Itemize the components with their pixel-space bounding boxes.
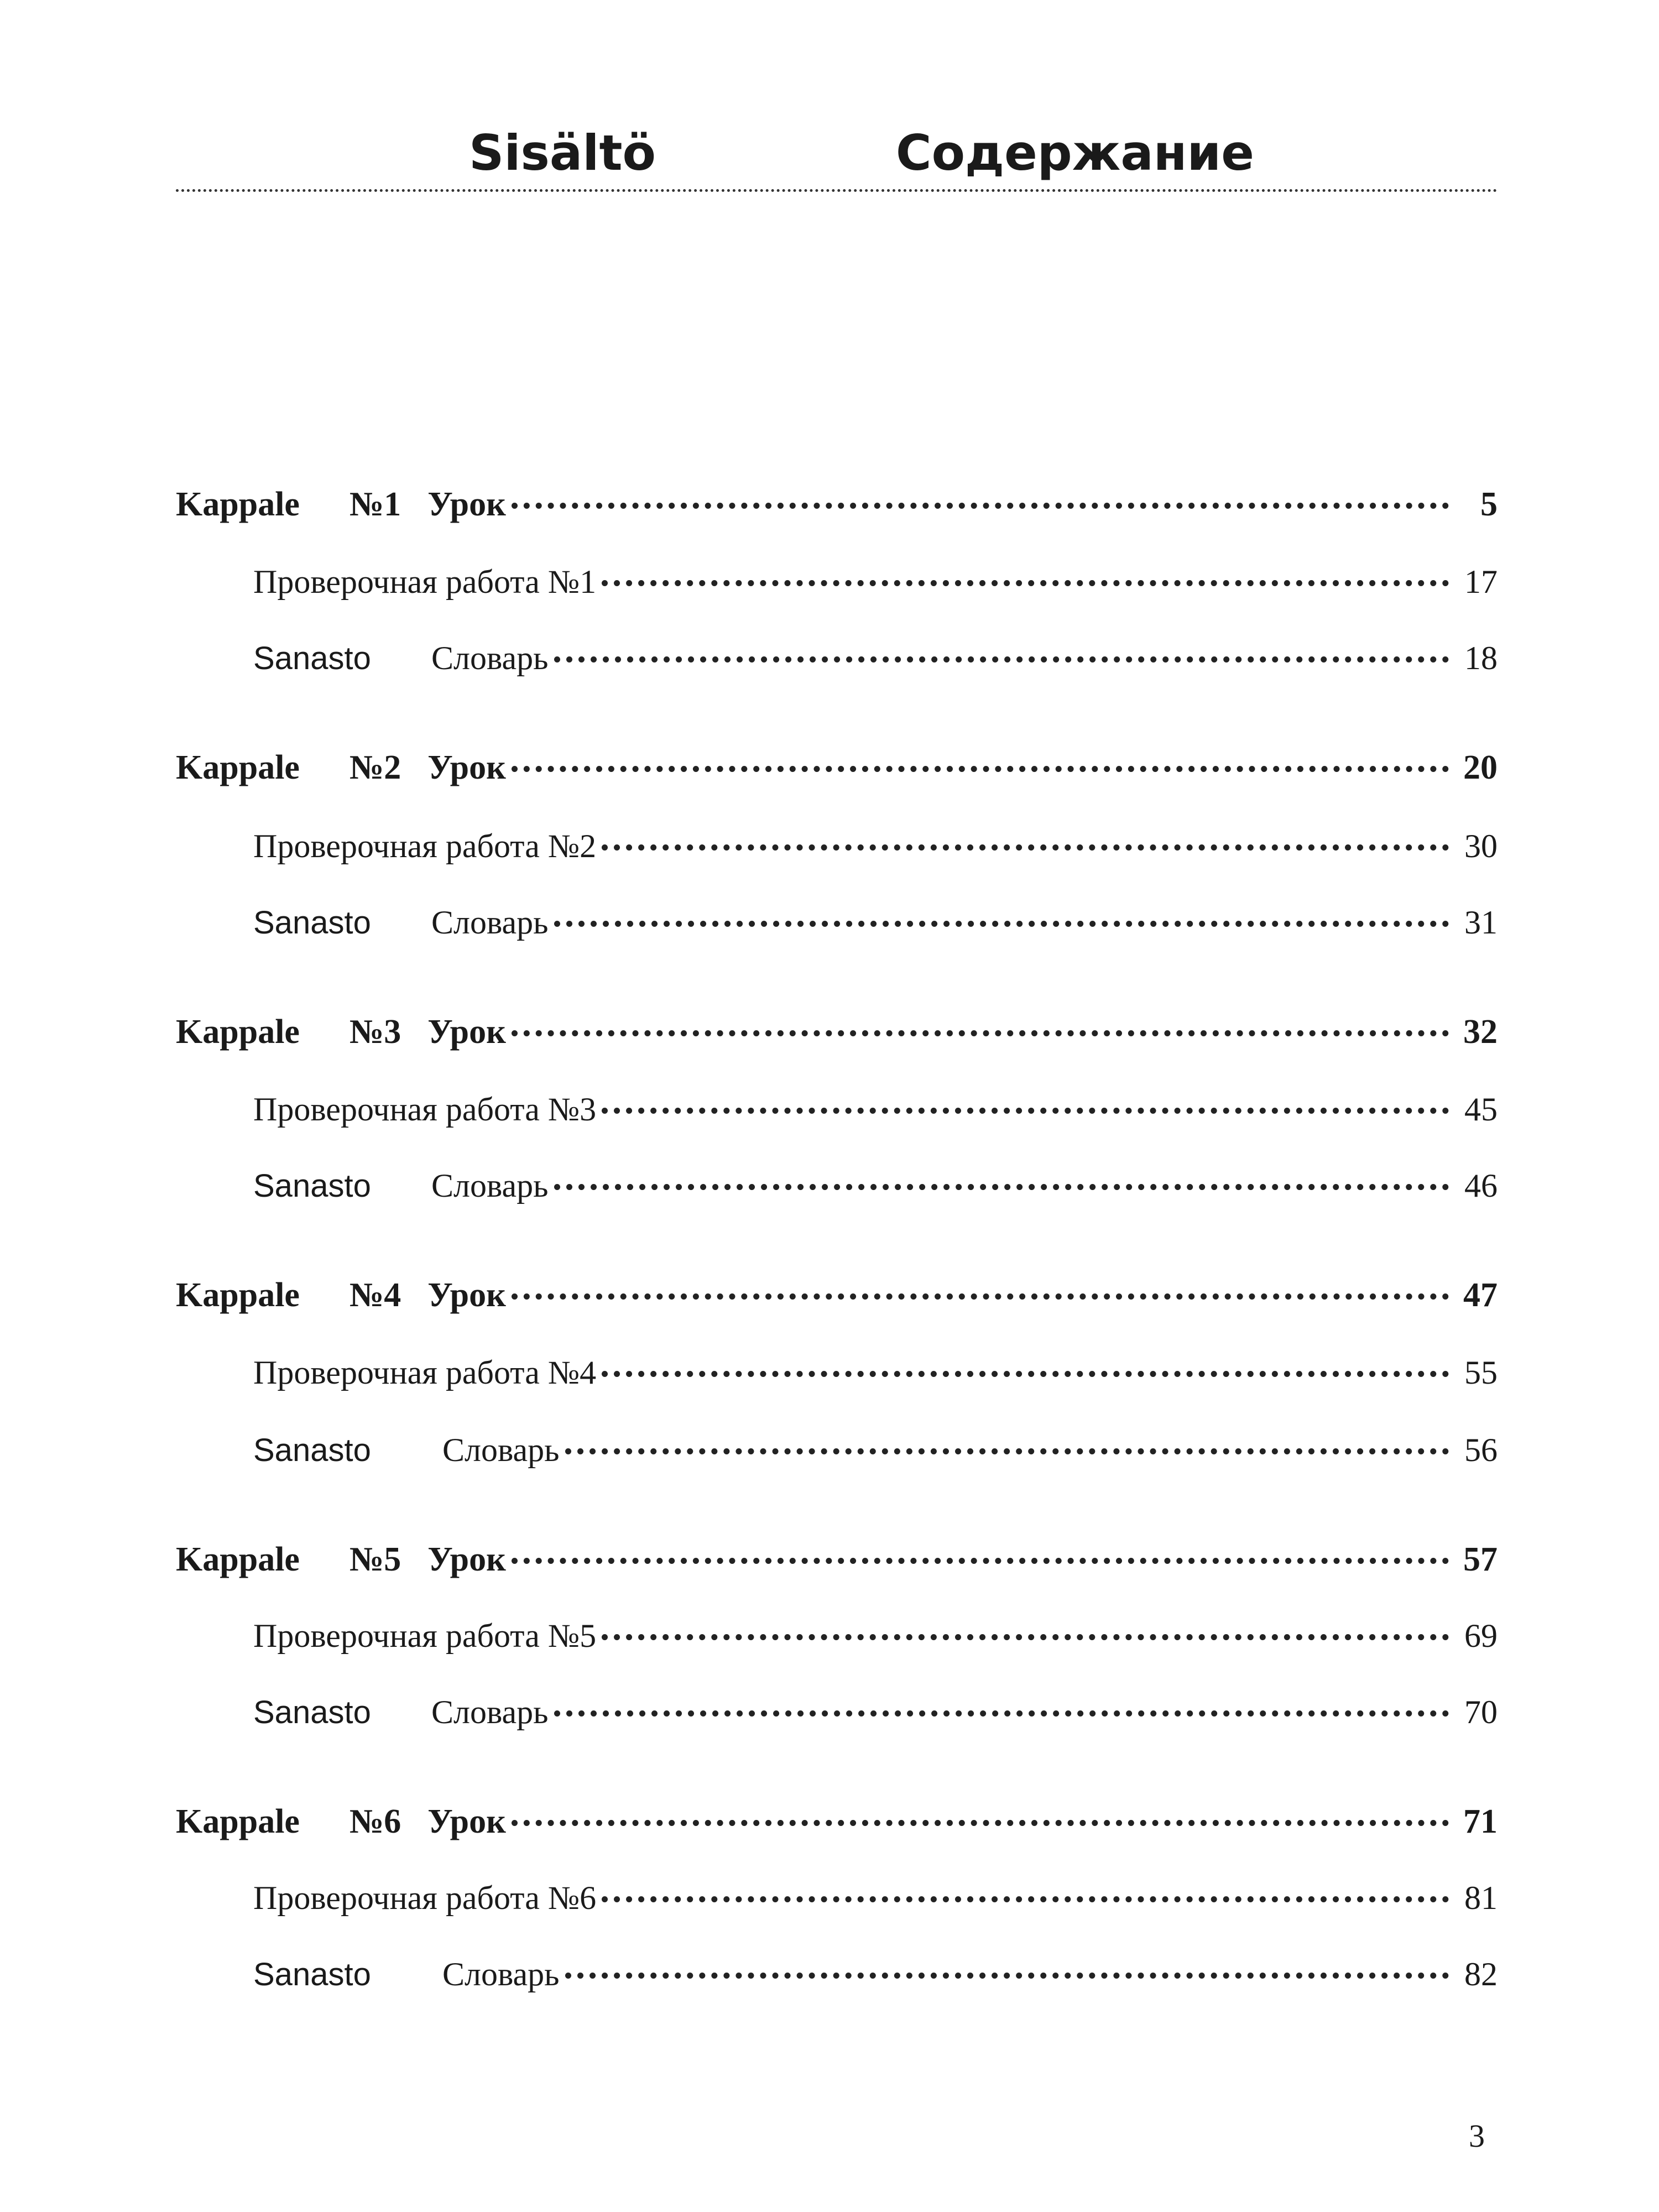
chapter-number: №4 [349,1276,401,1314]
page-number: 70 [1464,1694,1498,1730]
contents-header [176,117,1498,192]
toc-vocabulary-6[interactable] [176,1952,1498,1996]
toc-test-2[interactable] [176,824,1498,868]
dot-leader [554,1184,1449,1190]
dot-leader [602,1896,1449,1902]
urok-label: Урок [427,1803,506,1840]
slovar-label: Словарь [431,640,549,676]
urok-label: Урок [427,1276,506,1314]
page-number: 20 [1463,749,1498,786]
toc-chapter-3[interactable] [176,1010,1498,1054]
toc-vocabulary-1[interactable] [176,636,1498,680]
chapter-number: №6 [349,1803,401,1840]
dot-leader [602,1634,1449,1640]
test-label: Проверочная работа №3 [253,1091,597,1128]
kappale-label: Kappale [176,749,300,786]
page-footer-number: 3 [1469,2118,1485,2154]
toc-test-4[interactable] [176,1350,1498,1395]
slovar-label: Словарь [431,1167,549,1204]
finnish-title: Sisältö [469,124,656,181]
kappale-label: Kappale [176,1013,300,1051]
sanasto-label: Sanasto [253,1432,371,1468]
page-number: 46 [1464,1167,1498,1204]
dot-leader [554,921,1449,927]
toc-chapter-1[interactable] [176,482,1498,526]
page-number: 57 [1463,1541,1498,1578]
page-number: 5 [1480,486,1498,523]
kappale-label: Kappale [176,1276,300,1314]
test-label: Проверочная работа №1 [253,564,597,600]
toc-chapter-5[interactable] [176,1537,1498,1582]
dot-leader [565,1973,1449,1979]
toc-vocabulary-2[interactable] [176,900,1498,945]
chapter-number: №1 [349,486,401,523]
toc-chapter-4[interactable] [176,1273,1498,1317]
dot-leader [554,656,1449,662]
page-number: 18 [1464,640,1498,676]
dot-leader [512,1558,1449,1564]
page-number: 81 [1464,1880,1498,1916]
toc-chapter-6[interactable] [176,1799,1498,1844]
toc-vocabulary-5[interactable] [176,1690,1498,1734]
kappale-label: Kappale [176,1803,300,1840]
dot-leader [512,766,1449,772]
urok-label: Урок [427,486,506,523]
chapter-number: №5 [349,1541,401,1578]
test-label: Проверочная работа №2 [253,828,597,864]
dot-leader [512,1030,1449,1036]
sanasto-label: Sanasto [253,1168,371,1204]
urok-label: Урок [427,1013,506,1051]
page-number: 69 [1464,1618,1498,1654]
slovar-label: Словарь [442,1956,560,1992]
urok-label: Урок [427,1541,506,1578]
dot-leader [602,844,1449,851]
page-number: 30 [1464,828,1498,864]
page-number: 45 [1464,1091,1498,1128]
slovar-label: Словарь [431,1694,549,1730]
sanasto-label: Sanasto [253,1957,371,1992]
urok-label: Урок [427,749,506,786]
toc-test-3[interactable] [176,1087,1498,1131]
page-number: 47 [1463,1276,1498,1314]
dot-leader [512,1293,1449,1300]
dot-leader [602,1371,1449,1377]
dot-leader [602,1108,1449,1114]
page-number: 32 [1463,1013,1498,1051]
test-label: Проверочная работа №4 [253,1354,597,1391]
page-number: 82 [1464,1956,1498,1992]
toc-test-6[interactable] [176,1876,1498,1920]
dot-leader [565,1448,1449,1454]
sanasto-label: Sanasto [253,640,371,676]
dot-leader [512,503,1449,509]
sanasto-label: Sanasto [253,905,371,941]
dot-leader [554,1710,1449,1717]
dot-leader [602,580,1449,586]
page-number: 17 [1464,564,1498,600]
chapter-number: №2 [349,749,401,786]
toc-test-5[interactable] [176,1614,1498,1658]
toc-test-1[interactable] [176,560,1498,604]
toc-vocabulary-4[interactable] [176,1428,1498,1472]
page-number: 55 [1464,1354,1498,1391]
test-label: Проверочная работа №6 [253,1880,597,1916]
slovar-label: Словарь [431,904,549,941]
page-number: 71 [1463,1803,1498,1840]
sanasto-label: Sanasto [253,1694,371,1730]
kappale-label: Kappale [176,1541,300,1578]
toc-chapter-2[interactable] [176,745,1498,790]
test-label: Проверочная работа №5 [253,1618,597,1654]
kappale-label: Kappale [176,486,300,523]
page-number: 31 [1464,904,1498,941]
slovar-label: Словарь [442,1432,560,1468]
chapter-number: №3 [349,1013,401,1051]
page-number: 56 [1464,1432,1498,1468]
toc-vocabulary-3[interactable] [176,1164,1498,1208]
dot-leader [512,1820,1449,1826]
russian-title: Содержание [896,124,1254,181]
